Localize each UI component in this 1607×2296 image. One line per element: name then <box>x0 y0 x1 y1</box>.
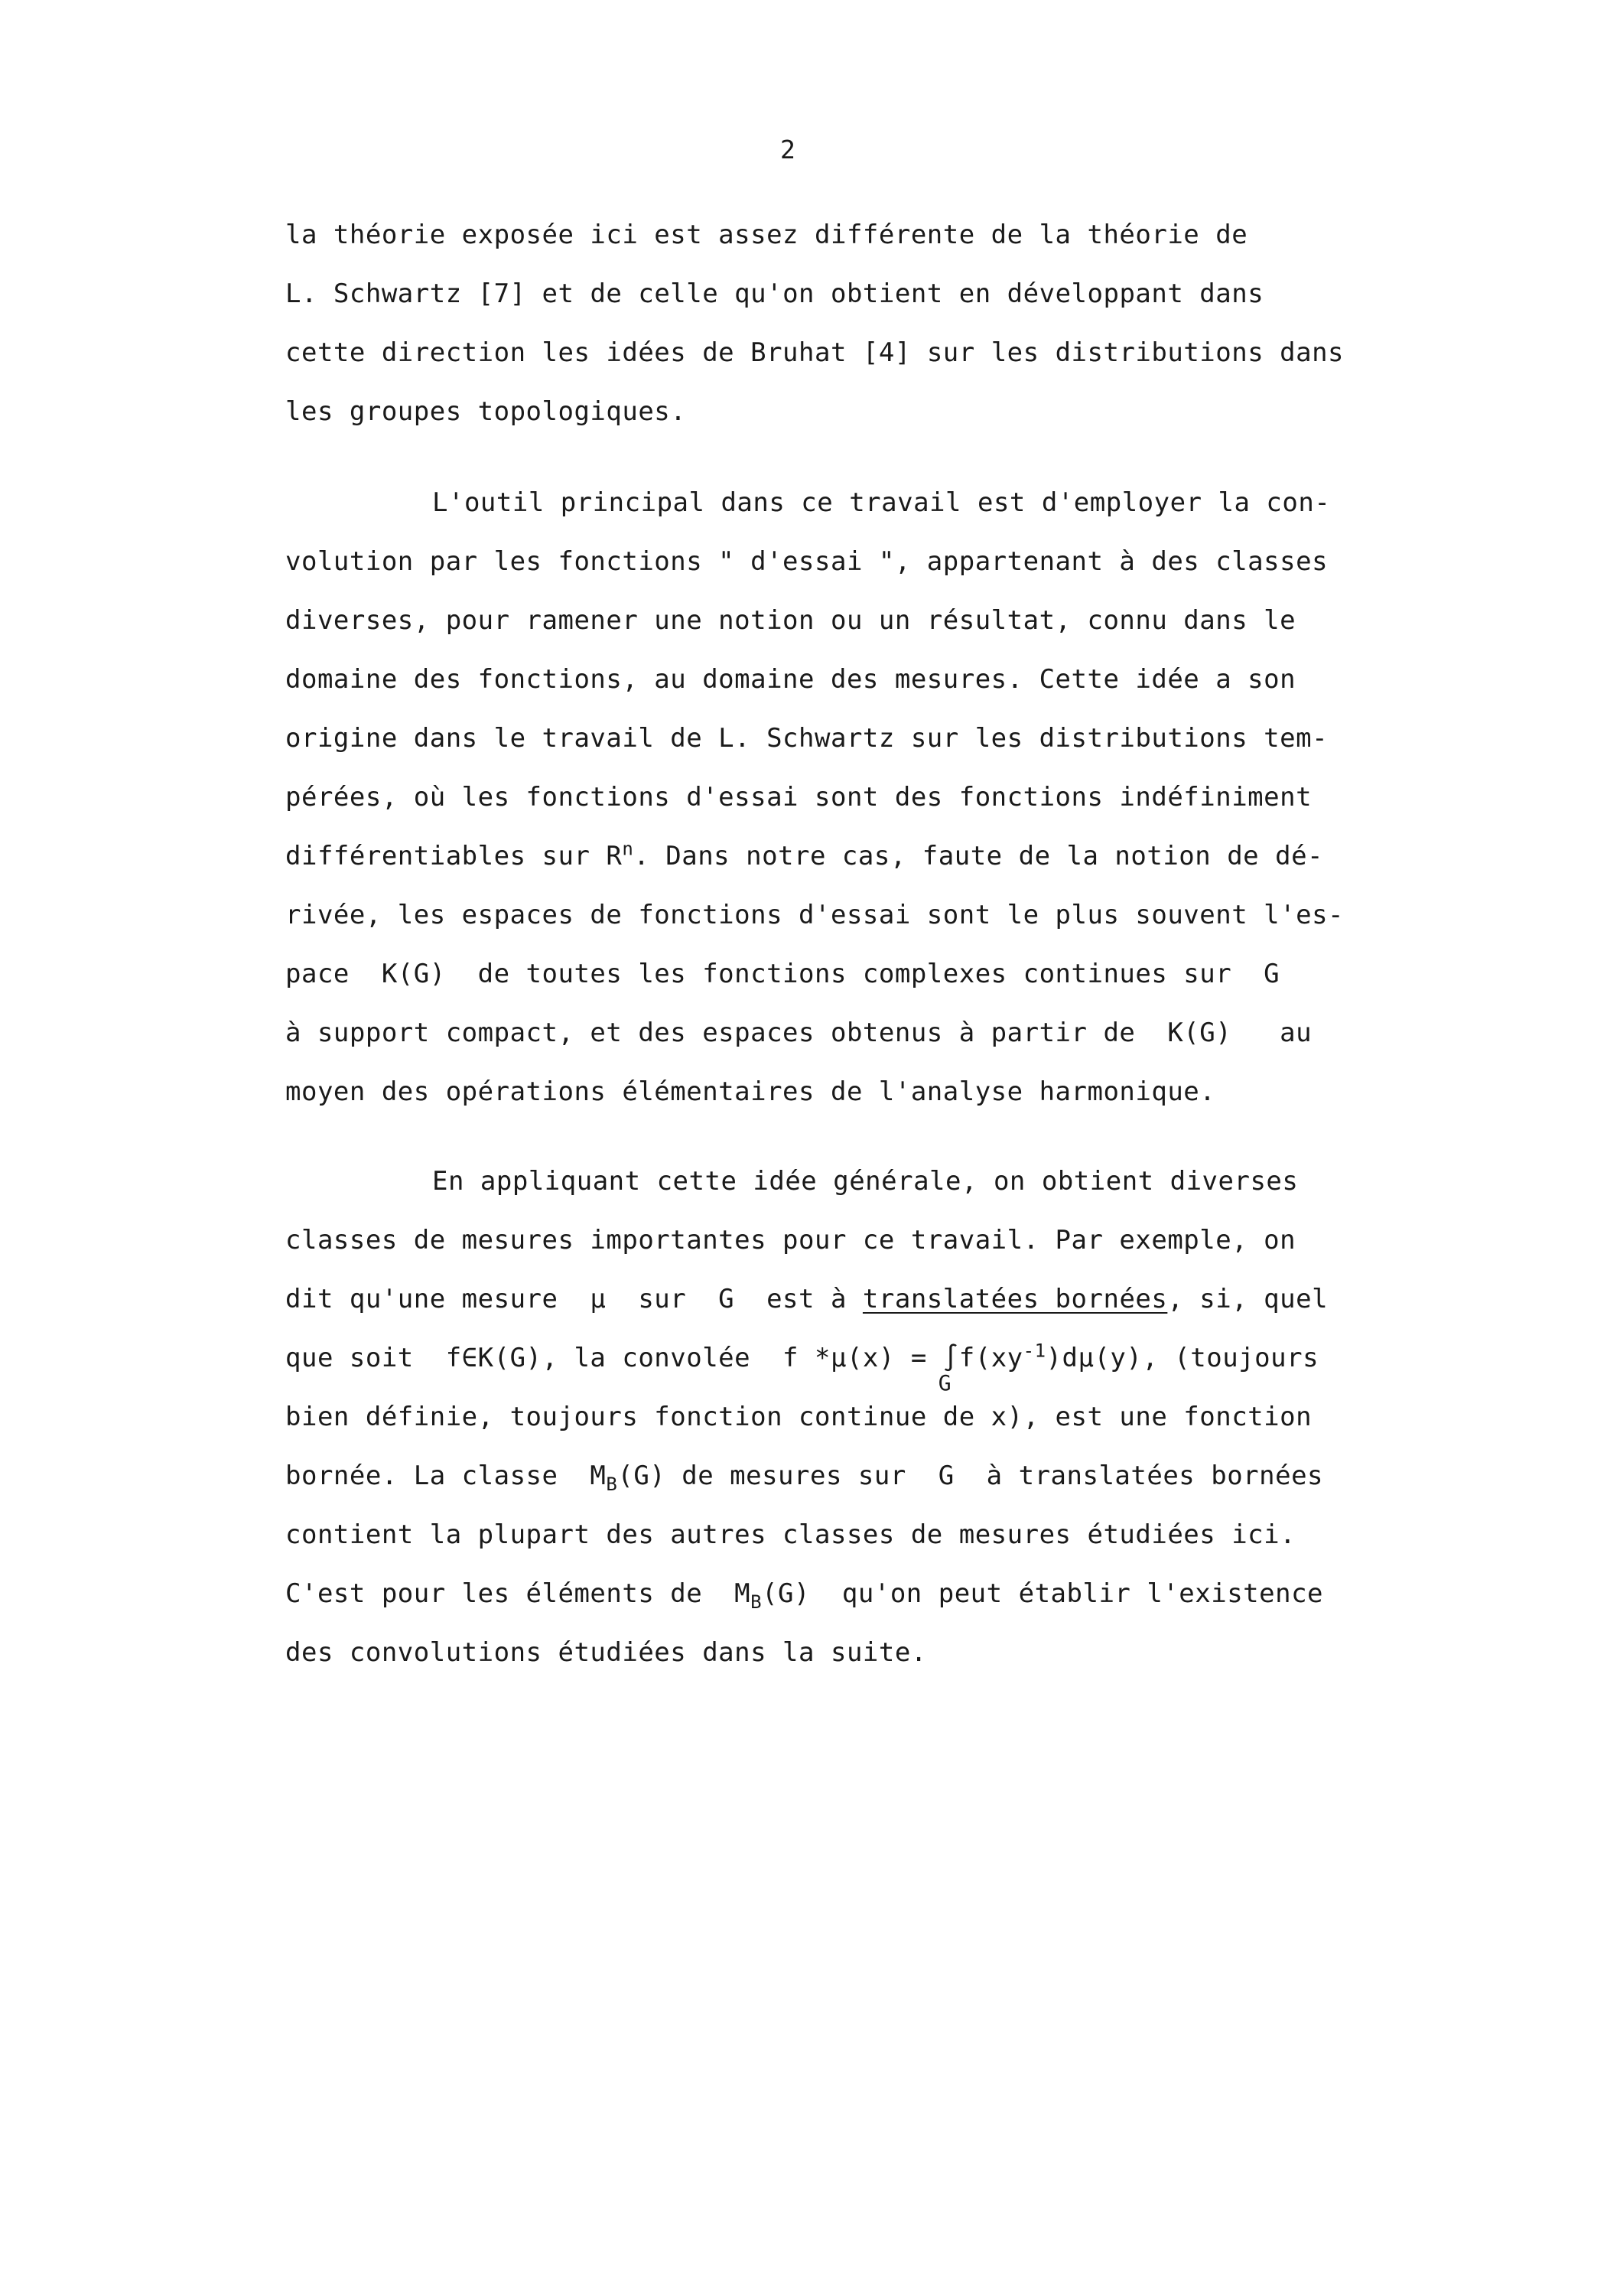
text-segment: que soit f∈K(G), la convolée f *μ(x) = <box>285 1343 943 1373</box>
underlined-term: translatées bornées <box>862 1284 1168 1314</box>
text-line: origine dans le travail de L. Schwartz sur les distributions tem- <box>285 723 1329 754</box>
text-segment: différentiables sur R <box>285 841 623 871</box>
text-line: à support compact, et des espaces obtenus à partir de K(G) au <box>285 1018 1313 1048</box>
citation-ref: [4] <box>862 337 911 368</box>
text-segment: (G) de mesures sur G à translatées bornées <box>617 1461 1324 1491</box>
text-segment: . Dans notre cas, faute de la notion de dé- <box>633 841 1324 871</box>
superscript: -1 <box>1023 1340 1046 1362</box>
text-line <box>285 1461 1324 1495</box>
text-segment: bornée. La classe M <box>285 1461 607 1491</box>
text-line <box>285 1578 1324 1613</box>
text-line: des convolutions étudiées dans la suite. <box>285 1637 927 1668</box>
text-line: diverses, pour ramener une notion ou un résultat, connu dans le <box>285 605 1296 636</box>
text-segment: f(xy <box>958 1343 1023 1373</box>
subscript: B <box>606 1473 618 1495</box>
text-segment: cette direction les idées de Bruhat <box>285 337 863 368</box>
text-line: bien définie, toujours fonction continue de x), est une fonction <box>285 1402 1313 1432</box>
text-line: moyen des opérations élémentaires de l'analyse harmonique. <box>285 1076 1216 1107</box>
page-number: 2 <box>780 135 796 164</box>
integral-subscript: G <box>938 1370 952 1396</box>
text-line: volution par les fonctions " d'essai ", appartenant à des classes <box>285 546 1329 577</box>
text-segment: (G) qu'on peut établir l'existence <box>762 1578 1324 1609</box>
integral-symbol <box>938 1343 959 1396</box>
text-line <box>285 337 1345 368</box>
text-line <box>285 838 1324 871</box>
text-line: domaine des fonctions, au domaine des mesures. Cette idée a son <box>285 664 1296 695</box>
text-segment: sur les distributions dans <box>910 337 1345 368</box>
text-line: la théorie exposée ici est assez différente de la théorie de <box>285 220 1248 250</box>
text-line <box>285 1340 1319 1396</box>
text-segment: )dμ(y), (toujours <box>1046 1343 1319 1373</box>
text-line: contient la plupart des autres classes de mesures étudiées ici. <box>285 1519 1296 1550</box>
superscript: n <box>622 838 634 860</box>
text-line: classes de mesures importantes pour ce travail. Par exemple, on <box>285 1225 1296 1255</box>
subscript: B <box>750 1591 763 1613</box>
text-segment: dit qu'une mesure μ sur G est à <box>285 1284 863 1314</box>
integral-sign: ∫ <box>942 1343 959 1373</box>
text-segment: C'est pour les éléments de M <box>285 1578 751 1609</box>
text-line: L'outil principal dans ce travail est d'employer la con- <box>432 487 1331 518</box>
text-line <box>285 1286 1328 1312</box>
text-segment: , si, quel <box>1167 1284 1329 1314</box>
text-line: pace K(G) de toutes les fonctions complexes continues sur G <box>285 959 1280 989</box>
text-segment: et de celle qu'on obtient en développant dans <box>525 278 1264 309</box>
text-line: rivée, les espaces de fonctions d'essai sont le plus souvent l'es- <box>285 900 1345 930</box>
citation-ref: [7] <box>477 278 526 309</box>
text-line <box>285 278 1264 309</box>
text-line: En appliquant cette idée générale, on obtient diverses <box>432 1166 1299 1197</box>
text-segment: L. Schwartz <box>285 278 478 309</box>
text-line: pérées, où les fonctions d'essai sont des fonctions indéfiniment <box>285 782 1313 813</box>
text-line: les groupes topologiques. <box>285 396 687 427</box>
